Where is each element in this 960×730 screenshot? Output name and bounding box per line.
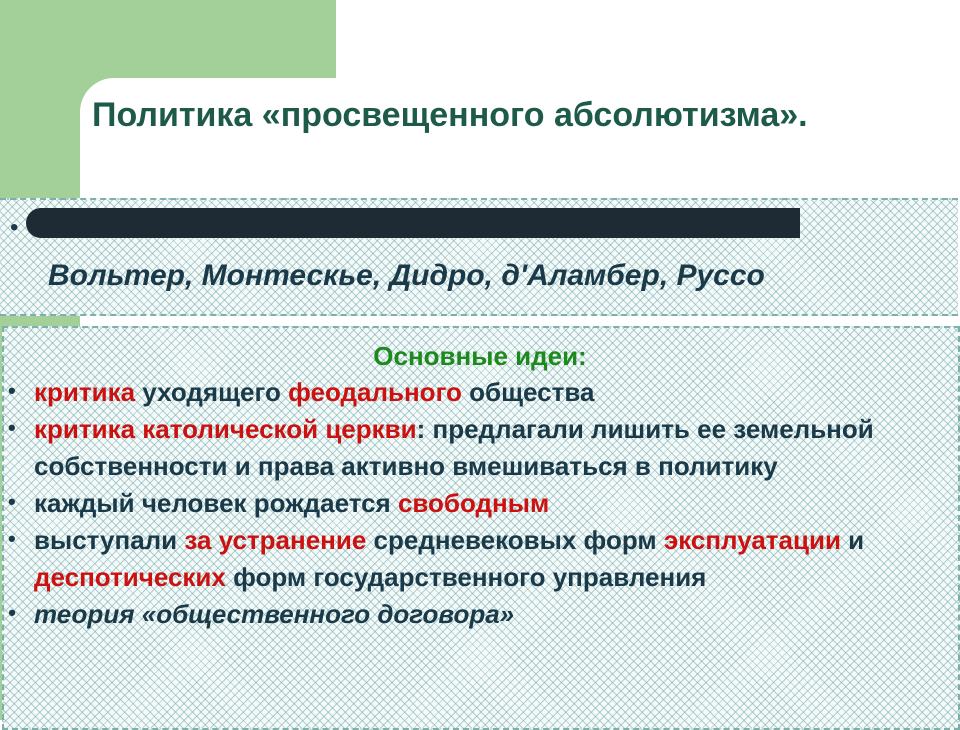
idea-text: общества xyxy=(461,377,595,407)
idea-item xyxy=(8,485,952,522)
idea-text: теория «общественного договора» xyxy=(34,599,515,629)
bullet-icon: • xyxy=(10,214,19,241)
idea-text: форм государственного управления xyxy=(225,562,707,592)
bullet-icon: • xyxy=(8,600,16,625)
idea-text: и xyxy=(840,525,865,555)
bullet-icon: • xyxy=(8,526,16,551)
idea-highlight: феодального xyxy=(288,377,462,407)
idea-text: выступали xyxy=(34,525,185,555)
idea-highlight: эксплуатации xyxy=(663,525,841,555)
idea-highlight: деспотических xyxy=(34,562,226,592)
idea-item xyxy=(8,596,952,633)
idea-highlight: свободным xyxy=(397,488,550,518)
idea-item xyxy=(8,411,952,485)
idea-highlight: критика католической церкви xyxy=(34,414,417,444)
idea-text: средневековых форм xyxy=(366,525,664,555)
idea-text: уходящего xyxy=(135,377,289,407)
idea-item xyxy=(8,374,952,411)
idea-highlight: критика xyxy=(34,377,136,407)
idea-highlight: за устранение xyxy=(184,525,367,555)
ideas-heading: Основные идеи: xyxy=(373,341,587,371)
ideas-list xyxy=(8,374,952,633)
thinkers-names: Вольтер, Монтескье, Дидро, д'Аламбер, Руссо xyxy=(48,259,765,292)
bullet-icon: • xyxy=(8,489,16,514)
bullet-icon: • xyxy=(8,415,16,440)
idea-text: каждый человек рождается xyxy=(34,488,398,518)
thinkers-label: Выдающиеся французские мыслители xyxy=(56,208,619,238)
idea-text: : предлагали лишить ее земельной собственности и права активно вмешиваться в политику xyxy=(34,414,874,481)
idea-item xyxy=(8,522,952,596)
slide-title: Политика «просвещенного абсолютизма». xyxy=(92,96,808,134)
bullet-icon: • xyxy=(8,378,16,403)
